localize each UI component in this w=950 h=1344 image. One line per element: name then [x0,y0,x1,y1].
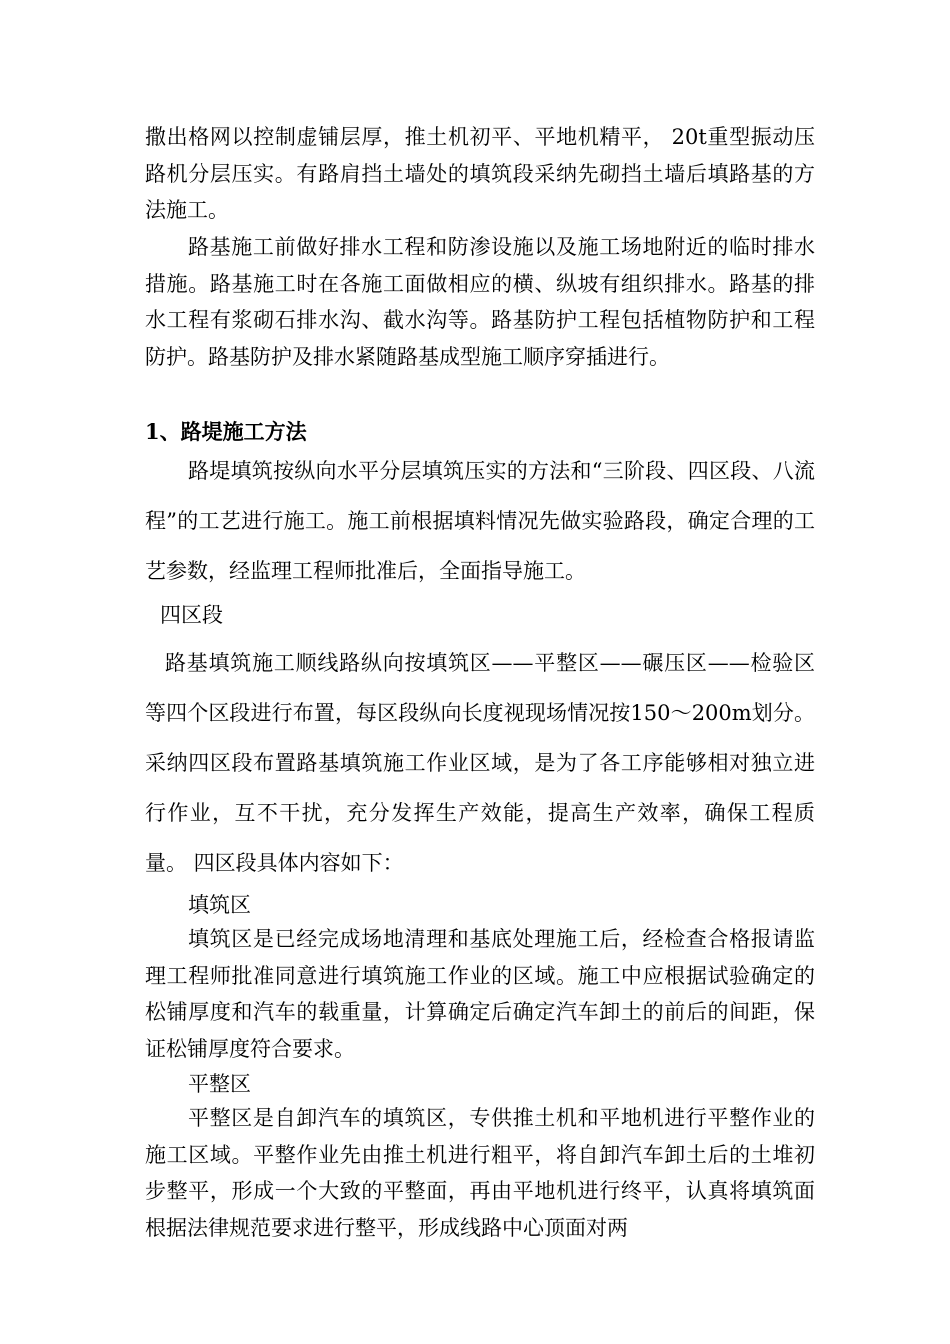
section-heading-embankment: 1、路堤施工方法 [145,419,307,444]
paragraph-leveling-zone: 平整区是自卸汽车的填筑区，专供推土机和平地机进行平整作业的施工区域。平整作业先由推土机进行粗平，将自卸汽车卸土后的土堆初步整平，形成一个大致的平整面，再由平地机进行终平，认真将填筑面根据法律规范要求进行整平，形成线路中心顶面对两 [145,1106,815,1240]
label-leveling-zone: 平整区 [188,1072,251,1096]
paragraph-four-sections: 路基填筑施工顺线路纵向按填筑区——平整区——碾压区——检验区等四个区段进行布置，每区段纵向长度视现场情况按150～200m划分。采纳四区段布置路基填筑施工作业区域，是为了各工序能够相对独立进行作业，互不干扰，充分发挥生产效能，提高生产效率，确保工程质量。 四区段具体内容如下： [145,651,815,875]
paragraph-embankment-process: 路堤填筑按纵向水平分层填筑压实的方法和“三阶段、四区段、八流程”的工艺进行施工。施工前根据填料情况先做实验路段，确定合理的工艺参数，经监理工程师批准后，全面指导施工。 [145,459,815,583]
paragraph-drainage-protection: 路基施工前做好排水工程和防渗设施以及施工场地附近的临时排水措施。路基施工时在各施工面做相应的横、纵坡有组织排水。路基的排水工程有浆砌石排水沟、截水沟等。路基防护工程包括植物防护和工程防护。路基防护及排水紧随路基成型施工顺序穿插进行。 [145,235,815,369]
label-filling-zone: 填筑区 [188,893,251,917]
label-four-sections: 四区段 [160,603,223,627]
paragraph-compaction-method: 撒出格网以控制虚铺层厚，推土机初平、平地机精平， 20t重型振动压路机分层压实。有路肩挡土墙处的填筑段采纳先砌挡土墙后填路基的方法施工。 [145,125,815,222]
paragraph-filling-zone: 填筑区是已经完成场地清理和基底处理施工后，经检查合格报请监理工程师批准同意进行填筑施工作业的区域。施工中应根据试验确定的松铺厚度和汽车的载重量，计算确定后确定汽车卸土的前后的间距，保证松铺厚度符合要求。 [145,927,815,1061]
